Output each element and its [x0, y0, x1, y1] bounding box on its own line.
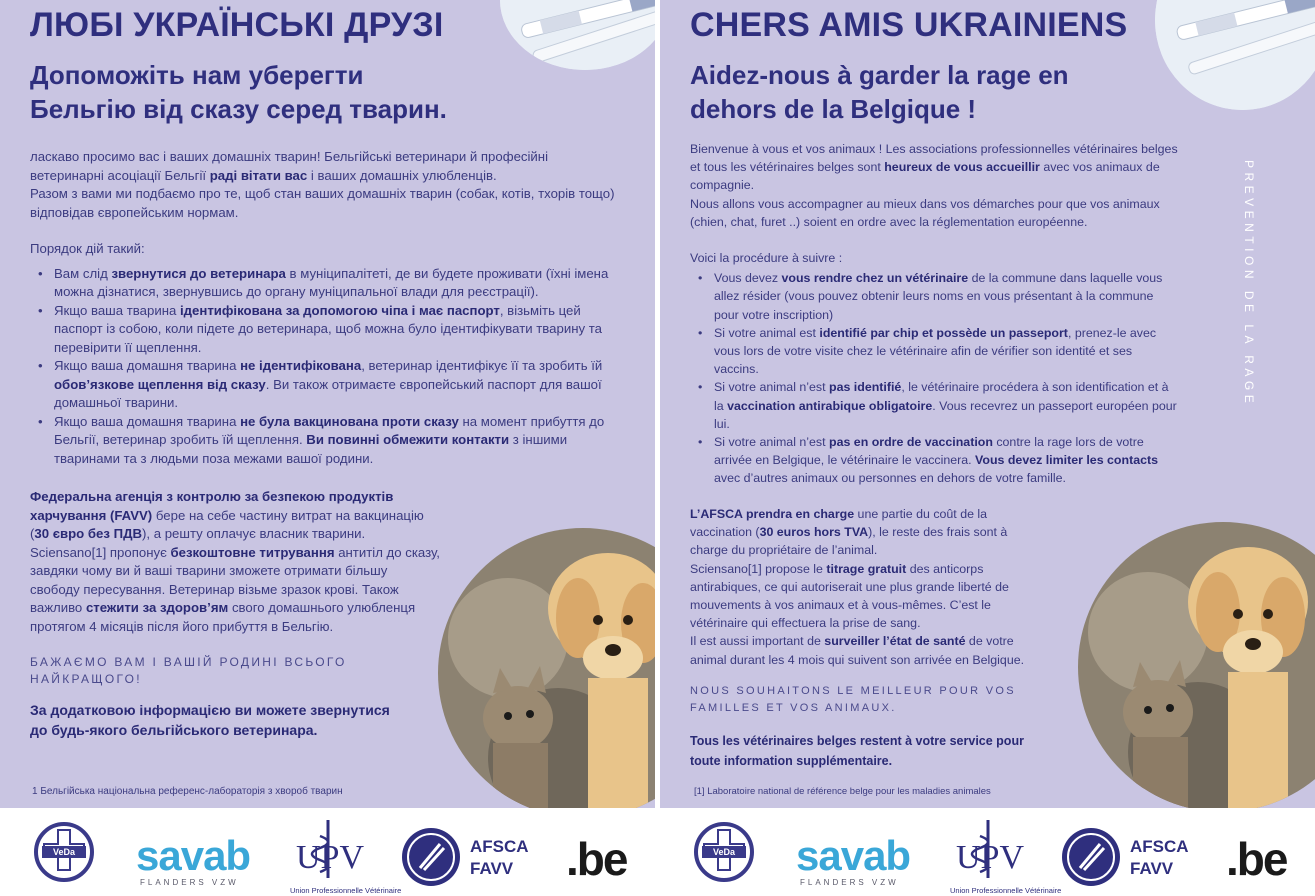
- wish-text: БАЖАЄМО ВАМ І ВАШІЙ РОДИНІ ВСЬОГО НАЙКРАЩОГО!: [30, 655, 347, 686]
- page-title: CHERS AMIS UKRAINIENS: [690, 6, 1128, 44]
- procedure-list: [48, 265, 615, 469]
- procedure-list: [708, 269, 1180, 487]
- list-item: • Si votre animal n’est pas identifié, le vétérinaire procédera à son identification et à la vaccination antirabique obligatoire. Vous recevrez un passeport européen pour lui.: [708, 378, 1180, 433]
- upv-subtitle: Union Professionnelle Vétérinaire: [290, 886, 402, 895]
- footnote: [1] Laboratoire national de référence belge pour les maladies animales: [694, 786, 991, 797]
- footnote: 1 Бельгійська національна референс-лабораторія з хвороб тварин: [32, 786, 343, 797]
- list-item: • Якщо ваша тварина ідентифікована за допомогою чіпа і має паспорт, візьміть цей паспорт із собою, коли підете до ветеринара, щоб можна було ідентифікувати тварину та перевірити її щеплення.: [48, 302, 615, 358]
- syringe-photo: [500, 0, 655, 70]
- list-item: • Vous devez vous rendre chez un vétérinaire de la commune dans laquelle vous allez résider (vous pouvez obtenir leurs noms en vous présentant à la commune pour votre inscription): [708, 269, 1180, 324]
- cat-dog-photo: [438, 528, 655, 818]
- list-item: • Si votre animal est identifié par chip et possède un passeport, prenez-le avec vous lors de votre visite chez le vétérinaire afin de vérifier son identité et ses vaccins.: [708, 324, 1180, 379]
- closing-text: Tous les vétérinaires belges restent à votre service pour toute information supplémentaire.: [690, 733, 1024, 768]
- veda-logo: [28, 822, 100, 882]
- veda-logo: [688, 822, 760, 882]
- favv-text: Федеральна агенція з контролю за безпекою продуктів харчування (FAVV) бере на себе частину витрат на вакцинацію (30 євро без ПДВ), а решту оплачує власник тварини. Sciensano[1] пропонує безкоштовне титрування антитіл до сказу, завдяки чому ви й ваші тварини зможете отримати більшу свободу пересування. Ветеринар візьме зразок крові. Також важливо стежити за здоров’ям свого домашнього улюбленця протягом 4 місяців після його прибуття в Бельгію. БАЖАЄМО ВАМ І ВАШІЙ РОДИНІ ВСЬОГО НАЙКРАЩОГО! За додатковою інформацією ви можете звернутися до будь-якого бельгійського ветеринара.: [30, 489, 440, 738]
- list-item: • Вам слід звернутися до ветеринара в муніципалітеті, де ви будете проживати (їхні імена можна дізнатися, звернувшись до органу муніципальної влади для реєстрації).: [48, 265, 615, 302]
- svg-text:UPV: UPV: [956, 839, 1024, 876]
- svg-text:VeDa: VeDa: [712, 847, 736, 857]
- list-item: • Якщо ваша домашня тварина не ідентифікована, ветеринар ідентифікує її та зробить їй обов’язкове щеплення від сказу. Ви також отримаєте європейський паспорт для вашої домашньої тварини.: [48, 357, 615, 413]
- afsca-logo-text: AFSCA FAVV: [1130, 837, 1189, 878]
- be-logo: .be: [566, 833, 627, 885]
- syringe-photo: [1155, 0, 1315, 110]
- intro-text: Bienvenue à vous et vos animaux ! Les associations professionnelles vétérinaires belges et tous les vétérinaires belges sont heureux de vous accueillir avec vos animaux de compagnie. Nous allons vous accompagner au mieux dans vos démarches pour que vos animaux (chien, chat, furet ..) soient en ordre avec la réglementation européenne. Voici la procédure à suivre : • Vous devez vous rendre chez un vétérinaire de la commune dans laquelle vous allez résider (vous pouvez obtenir leurs noms en vous présentant à la commune pour votre inscription) • Si votre animal est identifié par chip et possède un passeport, prenez-le avec vous lors de votre visite chez le vétérinaire afin de vérifier son identité et ses vaccins. • Si votre animal n’est pas identifié, le vétérinaire procédera à son identification et à la vaccination antirabique obligatoire. Vous recevrez un passeport européen pour lui. • Si votre animal n’est pas en ordre de vaccination contre la rage lors de votre arrivée en Belgique, le vétérinaire le vaccinera. Vous devez limiter les contacts avec d’autres animaux ou personnes en dehors de votre famille.: [690, 140, 1180, 488]
- svg-text:UPV: UPV: [296, 839, 364, 876]
- wish-text: NOUS SOUHAITONS LE MEILLEUR POUR VOS FAMILLES ET VOS ANIMAUX.: [690, 684, 1016, 714]
- page-ukrainian: [0, 0, 655, 896]
- page-subtitle: Aidez-nous à garder la rage en dehors de la Belgique !: [690, 60, 1069, 124]
- page-french: [660, 0, 1315, 896]
- afsca-logo-icon: [400, 826, 462, 888]
- afsca-logo-text: AFSCA FAVV: [470, 837, 529, 878]
- cat-dog-photo: [1078, 522, 1315, 812]
- intro-text: ласкаво просимо вас і ваших домашніх тварин! Бельгійські ветеринари й професійні ветеринарні асоціації Бельгії раді вітати вас і ваших домашніх улюбленців. Разом з вами ми подбаємо про те, щоб стан ваших домашніх тварин (собак, котів, тхорів тощо) відповідав європейським нормам. Порядок дій такий: • Вам слід звернутися до ветеринара в муніципалітеті, де ви будете проживати (їхні імена можна дізнатися, звернувшись до органу муніципальної влади для реєстрації). • Якщо ваша тварина ідентифікована за допомогою чіпа і має паспорт, візьміть цей паспорт із собою, коли підете до ветеринара, щоб можна було ідентифікувати тварину та перевірити її щеплення. • Якщо ваша домашня тварина не ідентифікована, ветеринар ідентифікує її та зробить їй обов’язкове щеплення від сказу. Ви також отримаєте європейський паспорт для вашої домашньої тварини. • Якщо ваша домашня тварина не була вакцинована проти сказу на момент прибуття до Бельгії, ветеринар зробить їй щеплення. Ви повинні обмежити контакти з іншими тваринами та з людьми поза межами вашої родини.: [30, 148, 615, 468]
- svg-text:VeDa: VeDa: [52, 847, 76, 857]
- list-item: • Якщо ваша домашня тварина не була вакцинована проти сказу на момент прибуття до Бельгії, ветеринар зробить їй щеплення. Ви повинні обмежити контакти з іншими тваринами та з людьми поза межами вашої родини.: [48, 413, 615, 469]
- savab-subtitle: FLANDERS VZW: [140, 878, 239, 887]
- vertical-label: PREVENTION DE LA RAGE: [1242, 160, 1256, 408]
- upv-logo: [952, 818, 1024, 888]
- logo-bar: [0, 808, 655, 896]
- savab-subtitle: FLANDERS VZW: [800, 878, 899, 887]
- be-logo: .be: [1226, 833, 1287, 885]
- upv-logo: [292, 818, 364, 888]
- closing-text: За додатковою інформацією ви можете звернутися до будь-якого бельгійського ветеринара.: [30, 702, 390, 738]
- favv-text: L’AFSCA prendra en charge une partie du coût de la vaccination (30 euros hors TVA), le reste des frais sont à charge du propriétaire de l’animal. Sciensano[1] propose le titrage gratuit des anticorps antirabiques, ce qui autoriserait une plus grande liberté de mouvements à vos animaux et à vous-mêmes. C’est le vétérinaire qui effectuera la prise de sang. Il est aussi important de surveiller l’état de santé de votre animal durant les 4 mois qui suivent son arrivée en Belgique. NOUS SOUHAITONS LE MEILLEUR POUR VOS FAMILLES ET VOS ANIMAUX. Tous les vétérinaires belges restent à votre service pour toute information supplémentaire.: [690, 505, 1040, 771]
- afsca-logo-icon: [1060, 826, 1122, 888]
- savab-logo: savab: [136, 832, 251, 879]
- procedure-heading: Порядок дій такий:: [30, 241, 145, 256]
- logo-bar: [660, 808, 1315, 896]
- upv-subtitle: Union Professionnelle Vétérinaire: [950, 886, 1062, 895]
- savab-logo: savab: [796, 832, 911, 879]
- page-subtitle: Допоможіть нам уберегти Бельгію від сказу серед тварин.: [30, 60, 447, 124]
- procedure-heading: Voici la procédure à suivre :: [690, 251, 843, 266]
- list-item: • Si votre animal n’est pas en ordre de vaccination contre la rage lors de votre arrivée en Belgique, le vétérinaire le vaccinera. Vous devez limiter les contacts avec d’autres animaux ou personnes en dehors de votre famille.: [708, 433, 1180, 488]
- page-title: ЛЮБІ УКРАЇНСЬКІ ДРУЗІ: [30, 6, 444, 44]
